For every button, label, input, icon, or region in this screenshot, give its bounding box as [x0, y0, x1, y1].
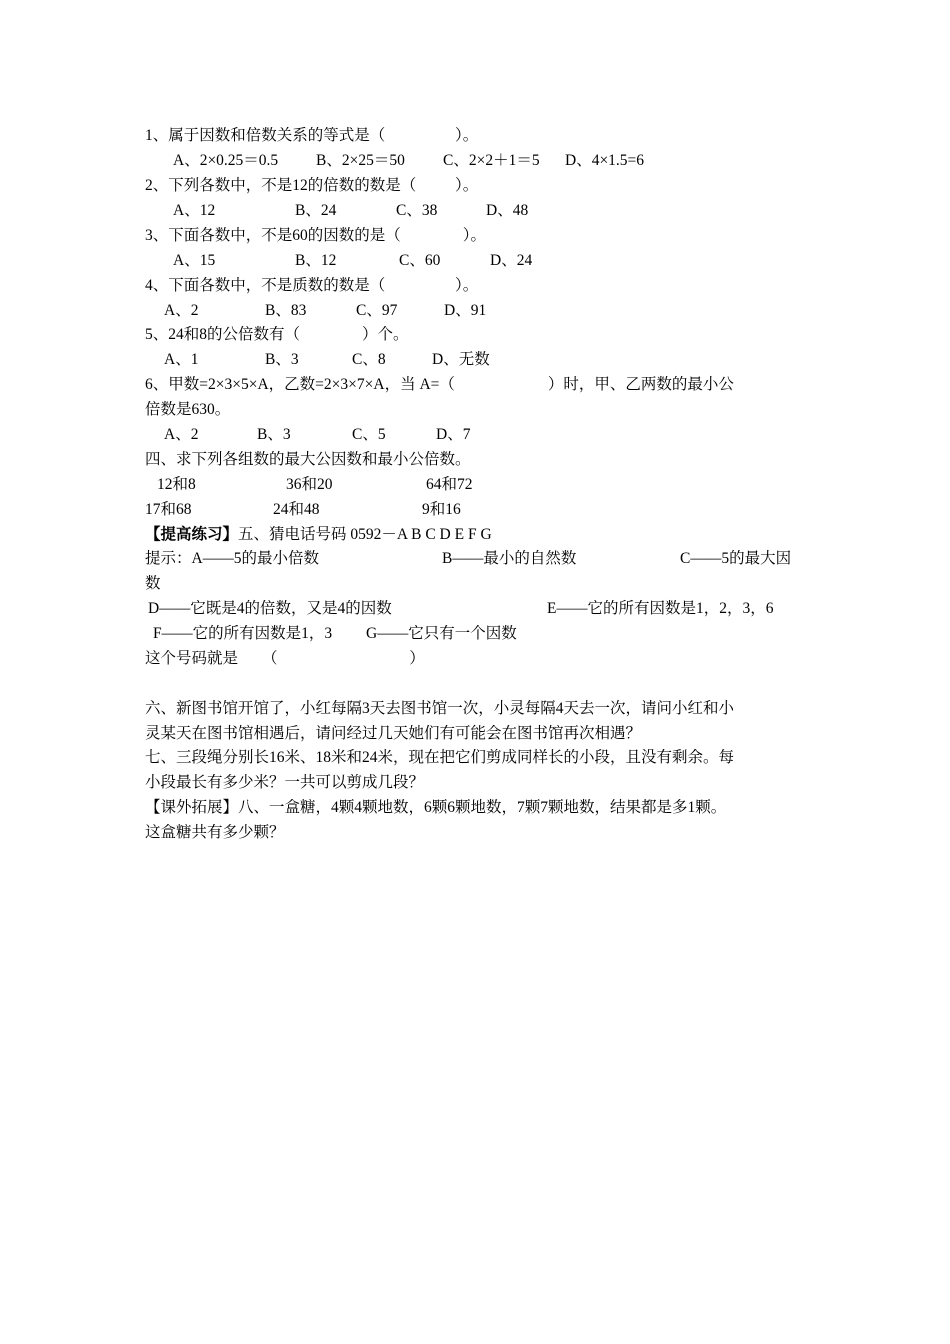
q6-option-b: B、3 — [257, 426, 291, 443]
q3-stem: 3、下面各数中，不是60的因数的是（ ）。 — [145, 227, 487, 244]
q2-option-d: D、48 — [486, 202, 529, 219]
q3-option-b: B、12 — [295, 252, 337, 269]
hint-g: G——它只有一个因数 — [366, 625, 517, 642]
q2-stem: 2、下列各数中，不是12的倍数的数是（ ）。 — [145, 177, 479, 194]
section7-line1: 七、三段绳分别长16米、18米和24米，现在把它们剪成同样长的小段，且没有剩余。每 — [145, 749, 735, 766]
q6-option-a: A、2 — [164, 426, 199, 443]
q2-option-a: A、12 — [173, 202, 216, 219]
q5-option-a: A、1 — [164, 351, 199, 368]
section4-pair-5: 24和48 — [273, 501, 320, 518]
q6-option-d: D、7 — [436, 426, 471, 443]
q2-option-c: C、38 — [396, 202, 438, 219]
section6-line2: 灵某天在图书馆相遇后，请问经过几天她们有可能会在图书馆再次相遇？ — [145, 725, 642, 742]
section8-line1 — [145, 797, 726, 819]
q5-stem: 5、24和8的公倍数有（ ）个。 — [145, 326, 409, 343]
hint-d: D——它既是4的倍数，又是4的因数 — [148, 600, 392, 617]
hint-a: A——5的最小倍数 — [191, 550, 319, 567]
section4-pair-1: 12和8 — [157, 476, 196, 493]
hint-a-line — [145, 548, 319, 570]
hint-c: C——5的最大因 — [680, 550, 792, 567]
q4-option-a: A、2 — [164, 302, 199, 319]
hint-e: E——它的所有因数是1，2，3，6 — [547, 600, 774, 617]
section8-line2: 这盒糖共有多少颗？ — [145, 824, 285, 841]
section5-tag: 【提高练习】 — [145, 526, 239, 543]
hint-b: B——最小的自然数 — [442, 550, 577, 567]
q4-option-c: C、97 — [356, 302, 398, 319]
section4-pair-3: 64和72 — [426, 476, 473, 493]
q3-option-c: C、60 — [399, 252, 441, 269]
q3-option-d: D、24 — [490, 252, 533, 269]
hint-c-continued: 数 — [145, 575, 161, 592]
q1-option-a: A、2×0.25＝0.5 — [173, 152, 279, 169]
section7-line2: 小段最长有多少米？一共可以剪成几段？ — [145, 774, 425, 791]
section4-pair-6: 9和16 — [422, 501, 461, 518]
section4-pair-4: 17和68 — [145, 501, 192, 518]
section5-title: 五、猜电话号码 0592－A B C D E F G — [238, 526, 492, 543]
answer-label: 这个号码就是 — [145, 650, 239, 667]
section5-title-line — [145, 524, 492, 546]
q1-option-d: D、4×1.5=6 — [565, 152, 645, 169]
q1-stem: 1、属于因数和倍数关系的等式是（ ）。 — [145, 127, 479, 144]
q6-stem-line1: 6、甲数=2×3×5×A，乙数=2×3×7×A，当 A=（ ）时，甲、乙两数的最小公 — [145, 376, 734, 393]
q6-option-c: C、5 — [352, 426, 386, 443]
hint-prefix: 提示： — [145, 550, 192, 567]
q5-option-c: C、8 — [352, 351, 386, 368]
q5-option-d: D、无数 — [432, 351, 490, 368]
answer-blank: （ ） — [262, 650, 425, 667]
section8-tag: 【课外拓展】 — [145, 799, 239, 816]
q4-option-b: B、83 — [265, 302, 307, 319]
section4-pair-2: 36和20 — [286, 476, 333, 493]
q2-option-b: B、24 — [295, 202, 337, 219]
q1-option-b: B、2×25＝50 — [316, 152, 405, 169]
q4-stem: 4、下面各数中，不是质数的数是（ ）。 — [145, 277, 479, 294]
q3-option-a: A、15 — [173, 252, 216, 269]
q5-option-b: B、3 — [265, 351, 299, 368]
q1-option-c: C、2×2＋1＝5 — [443, 152, 540, 169]
q6-stem-line2: 倍数是630。 — [145, 401, 231, 418]
hint-f: F——它的所有因数是1，3 — [153, 625, 333, 642]
section4-title: 四、求下列各组数的最大公因数和最小公倍数。 — [145, 451, 471, 468]
section8-text: 八、一盒糖，4颗4颗地数，6颗6颗地数，7颗7颗地数，结果都是多1颗。 — [238, 799, 727, 816]
q4-option-d: D、91 — [444, 302, 487, 319]
section6-line1: 六、新图书馆开馆了，小红每隔3天去图书馆一次，小灵每隔4天去一次，请问小红和小 — [145, 700, 735, 717]
